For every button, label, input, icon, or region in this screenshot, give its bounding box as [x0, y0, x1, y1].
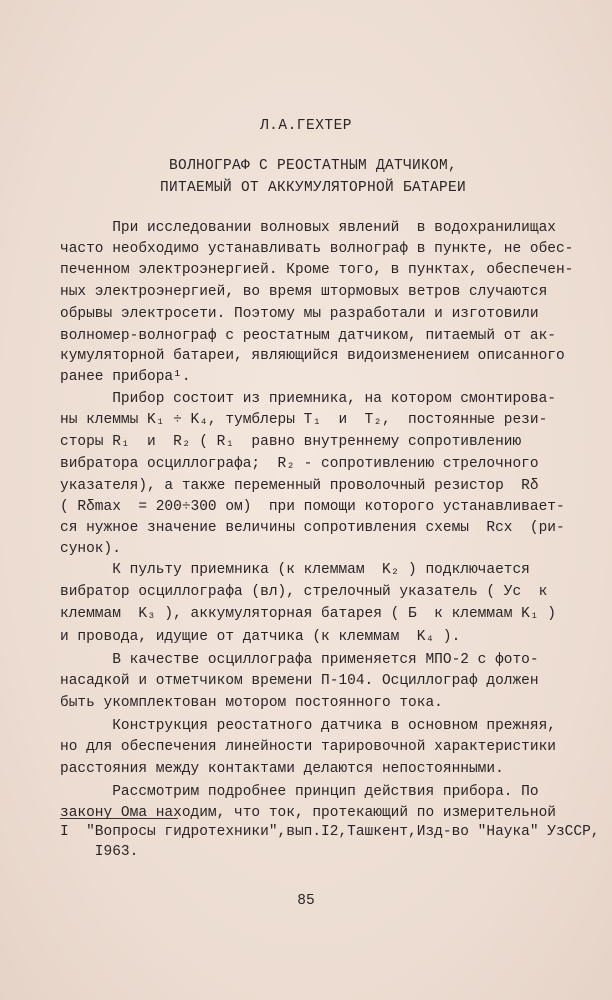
text-line: клеммам K₃ ), аккумуляторная батарея ( Б к клеммам K₁ ): [60, 606, 556, 622]
footnote-divider: [60, 818, 178, 819]
text-line: сторы R₁ и R₂ ( R₁ равно внутреннему сопротивлению: [60, 434, 522, 450]
text-line: закону Ома находим, что ток, протекающий по измерительной: [60, 805, 556, 821]
text-line: обрывы электросети. Поэтому мы разработали и изготовили: [60, 306, 539, 322]
text-line: К пульту приемника (к клеммам K₂ ) подключается: [60, 562, 530, 578]
text-line: вибратор осциллографа (вл), стрелочный указатель ( Уc к: [60, 584, 548, 600]
text-line: расстояния между контактами делаются непостоянными.: [60, 761, 504, 777]
text-line: указателя), а также переменный проволочный резистор Rδ: [60, 478, 539, 494]
footnote-line: I963.: [60, 844, 139, 860]
text-line: волномер-волнограф с реостатным датчиком, питаемый от ак-: [60, 328, 556, 344]
author-name: Л.А.ГЕХТЕР: [259, 118, 352, 134]
title-line: ВОЛНОГРАФ С РЕОСТАТНЫМ ДАТЧИКОМ,: [168, 158, 458, 174]
text-line: кумуляторной батареи, являющийся видоизменением описанного: [60, 348, 565, 364]
text-line: сунок).: [60, 541, 121, 557]
text-line: ся нужное значение величины сопротивления схемы Rсх (ри-: [60, 520, 565, 536]
text-line: Рассмотрим подробнее принцип действия прибора. По: [60, 784, 539, 800]
page-number: 85: [297, 893, 315, 909]
text-line: Прибор состоит из приемника, на котором смонтирова-: [60, 391, 556, 407]
text-line: печенном электроэнергией. Кроме того, в пунктах, обеспечен-: [60, 262, 574, 278]
text-line: ных электроэнергией, во время штормовых ветров случаются: [60, 284, 548, 300]
text-line: часто необходимо устанавливать волнограф в пункте, не обес-: [60, 241, 574, 257]
text-line: При исследовании волновых явлений в водохранилищах: [60, 220, 556, 236]
text-line: но для обеспечения линейности тарировочной характеристики: [60, 739, 556, 755]
footnote-line: I "Вопросы гидротехники",вып.I2,Ташкент,Изд-во "Наука" УзССР,: [60, 824, 600, 840]
text-line: Конструкция реостатного датчика в основном прежняя,: [60, 718, 556, 734]
text-line: ранее прибора¹.: [60, 369, 191, 385]
text-line: насадкой и отметчиком времени П-104. Осциллограф должен: [60, 673, 539, 689]
text-line: вибратора осциллографа; R₂ - сопротивлению стрелочного: [60, 456, 539, 472]
text-line: В качестве осциллографа применяется МПО-2 с фото-: [60, 652, 539, 668]
article-title: [0, 155, 612, 199]
text-line: и провода, идущие от датчика (к клеммам K₄ ).: [60, 629, 461, 645]
text-line: ( Rδmax = 200÷300 ом) при помощи которого устанавливает-: [60, 499, 565, 515]
text-line: ны клеммы K₁ ÷ K₄, тумблеры T₁ и T₂, постоянные рези-: [60, 412, 548, 428]
title-line: ПИТАЕМЫЙ ОТ АККУМУЛЯТОРНОЙ БАТАРЕИ: [159, 180, 467, 196]
text-line: быть укомплектован мотором постоянного тока.: [60, 695, 443, 711]
